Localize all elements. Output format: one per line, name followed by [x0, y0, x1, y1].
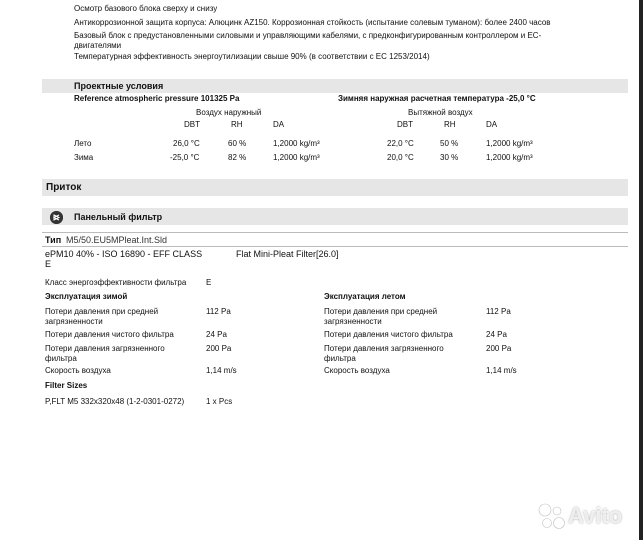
- summer-avg-val: 112 Pa: [486, 307, 511, 316]
- filter-class-b: E: [45, 259, 52, 269]
- filter-size-qty: 1 x Pcs: [206, 397, 233, 406]
- row-label: Лето: [74, 139, 92, 148]
- filter-name: Flat Mini-Pleat Filter[26.0]: [236, 249, 339, 259]
- col-dbt-left: DBT: [184, 120, 200, 129]
- col-da-left: DA: [273, 120, 285, 129]
- cell: 1,2000 kg/m³: [486, 139, 533, 148]
- col-rh-right: RH: [444, 120, 456, 129]
- intro-line-2: Антикоррозионной защита корпуса: Алюцинк AZ150. Коррозионная стойкость (испытание солевым туманом): более 2400 часов: [74, 18, 551, 27]
- summer-dirty-a: Потери давления загрязненного: [324, 344, 444, 353]
- supply-title: Приток: [46, 182, 82, 193]
- cell: 60 %: [228, 139, 247, 148]
- cell: 26,0 °C: [173, 139, 200, 148]
- winter-dirty-a: Потери давления загрязненного: [45, 344, 165, 353]
- design-title: Проектные условия: [74, 81, 164, 91]
- divider: [42, 246, 628, 247]
- cell: 1,2000 kg/m³: [273, 139, 320, 148]
- winter-clean-val: 24 Pa: [206, 330, 227, 339]
- cell: 1,2000 kg/m³: [273, 153, 320, 162]
- intro-line-3a: Базовый блок с предустановленными силовыми и управляющими кабелями, с предконфигурированным контроллером и ЕС-: [74, 31, 542, 40]
- supply-header-band: [42, 179, 628, 196]
- summer-speed-val: 1,14 m/s: [486, 366, 517, 375]
- type-label: Тип: [45, 235, 62, 245]
- energy-class-value: E: [206, 278, 212, 287]
- winter-avg-a: Потери давления при средней: [45, 307, 159, 316]
- filter-size-item: P,FLT M5 332x320x48 (1-2-0301-0272): [45, 397, 185, 406]
- summer-title: Эксплуатация летом: [324, 292, 406, 301]
- right-edge: [639, 0, 643, 540]
- summer-speed: Скорость воздуха: [324, 366, 390, 375]
- summer-clean-val: 24 Pa: [486, 330, 507, 339]
- cell: 1,2000 kg/m³: [486, 153, 533, 162]
- cell: -25,0 °C: [170, 153, 200, 162]
- winter-avg-b: загрязненности: [45, 317, 103, 326]
- summer-dirty-b: фильтра: [324, 354, 356, 363]
- col-da-right: DA: [486, 120, 498, 129]
- summer-avg-b: загрязненности: [324, 317, 382, 326]
- divider: [42, 232, 628, 233]
- filter-title: Панельный фильтр: [74, 212, 163, 222]
- intro-line-3b: двигателями: [74, 41, 122, 50]
- col-rh-left: RH: [231, 120, 243, 129]
- winter-dirty-val: 200 Pa: [206, 344, 232, 353]
- cell: 20,0 °C: [387, 153, 414, 162]
- avito-watermark: Avito: [568, 503, 623, 528]
- outdoor-air-caption: Воздух наружный: [196, 108, 262, 117]
- intro-line-4: Температурная эффективность энергоутилизации свыше 90% (в соответствии с EC 1253/2014): [74, 52, 430, 61]
- winter-clean: Потери давления чистого фильтра: [45, 330, 174, 339]
- filter-class-a: ePM10 40% - ISO 16890 - EFF CLASS: [45, 249, 203, 259]
- winter-speed-val: 1,14 m/s: [206, 366, 237, 375]
- col-dbt-right: DBT: [397, 120, 413, 129]
- cell: 22,0 °C: [387, 139, 414, 148]
- winter-speed: Скорость воздуха: [45, 366, 111, 375]
- intro-line-1: Осмотр базового блока сверху и снизу: [74, 4, 218, 13]
- exhaust-air-caption: Вытяжной воздух: [408, 108, 473, 117]
- winter-temp: Зимняя наружная расчетная температура -25,0 °C: [338, 94, 536, 103]
- avito-logo-icon: [537, 502, 567, 535]
- summer-dirty-val: 200 Pa: [486, 344, 512, 353]
- winter-dirty-b: фильтра: [45, 354, 77, 363]
- summer-clean: Потери давления чистого фильтра: [324, 330, 453, 339]
- type-value: M5/50.EU5MPleat.Int.Sld: [66, 235, 168, 245]
- winter-title: Эксплуатация зимой: [45, 292, 128, 301]
- winter-avg-val: 112 Pa: [206, 307, 231, 316]
- cell: 50 %: [440, 139, 459, 148]
- filter-icon: [50, 211, 63, 224]
- energy-class-label: Класс энергоэффективности фильтра: [45, 278, 187, 287]
- summer-avg-a: Потери давления при средней: [324, 307, 438, 316]
- row-label: Зима: [74, 153, 94, 162]
- filter-sizes-title: Filter Sizes: [45, 381, 88, 390]
- cell: 82 %: [228, 153, 247, 162]
- ref-pressure: Reference atmospheric pressure 101325 Pa: [74, 94, 240, 103]
- cell: 30 %: [440, 153, 459, 162]
